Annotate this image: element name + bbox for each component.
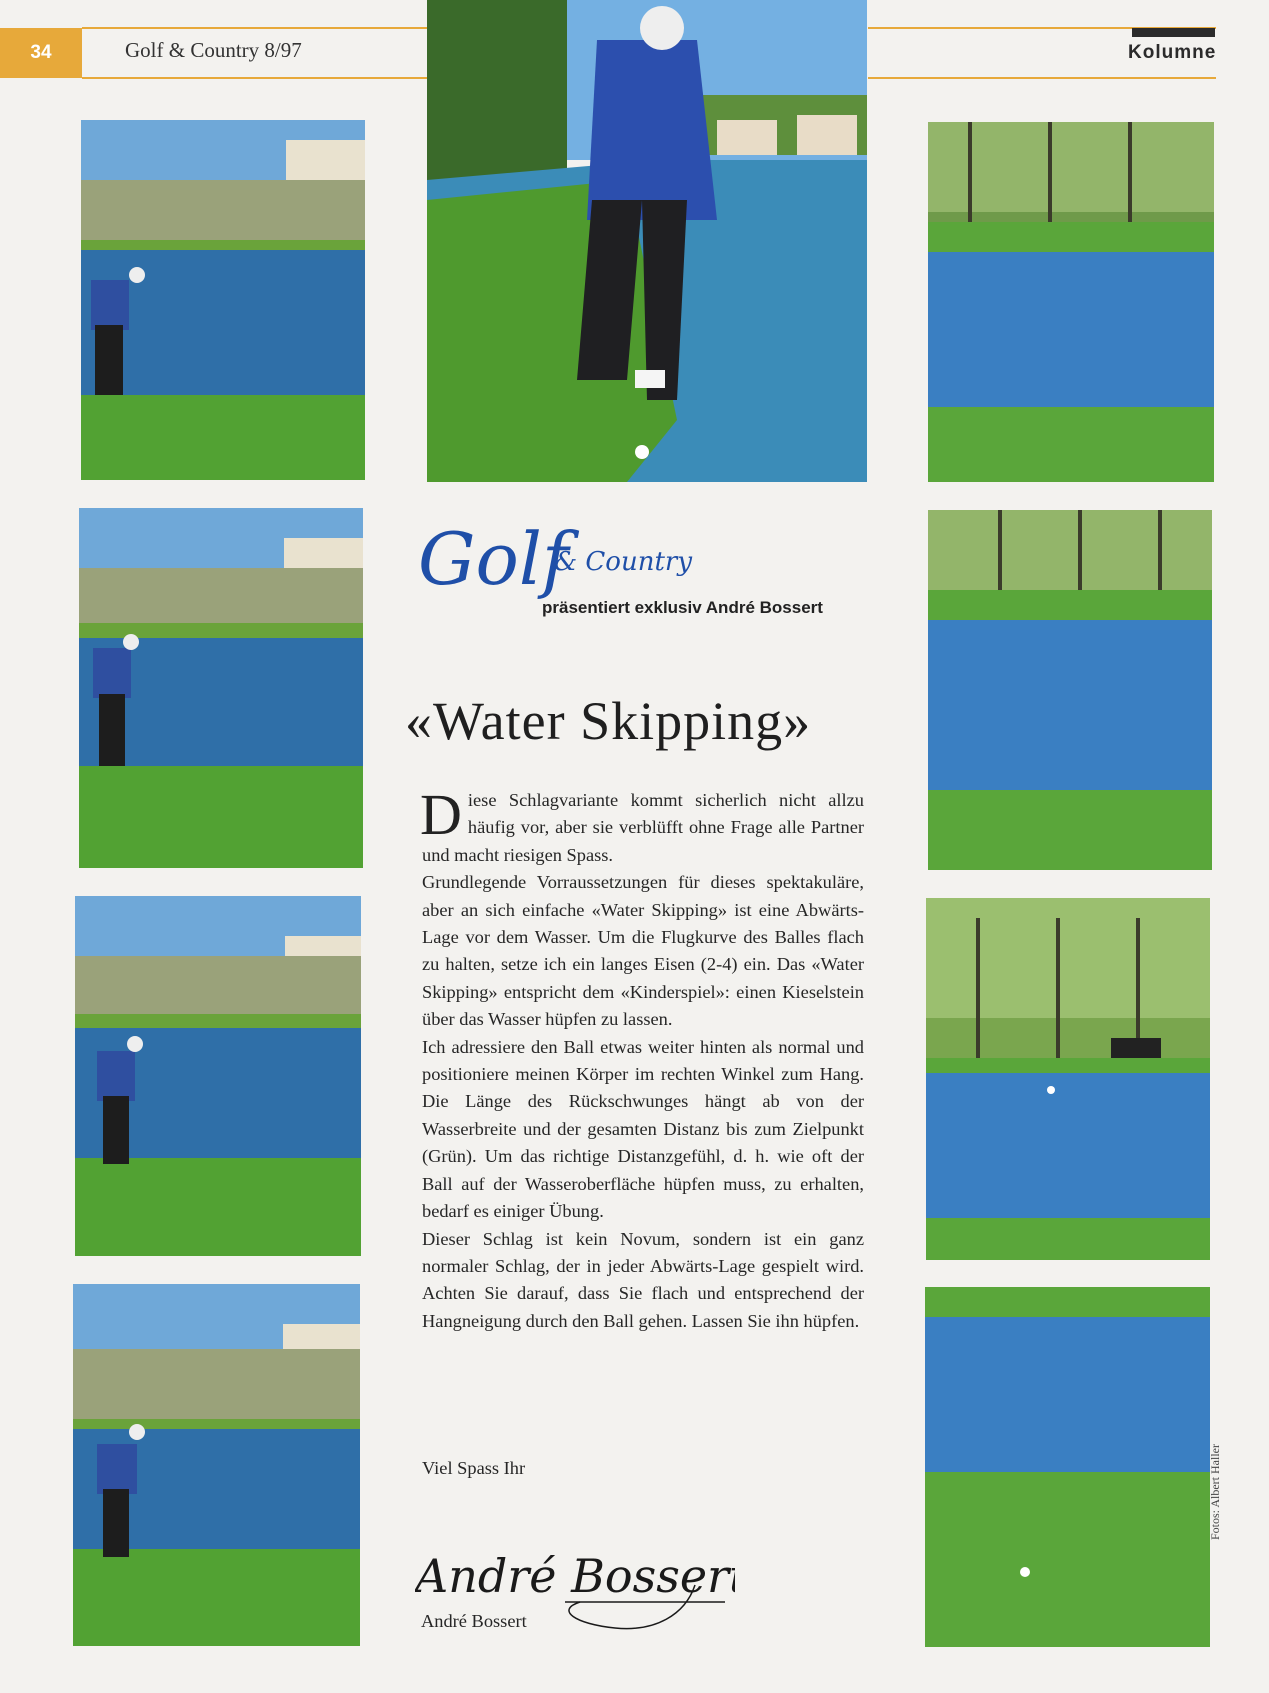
page-number: 34 <box>0 28 82 78</box>
paragraph-1-text: iese Schlagvariante kommt sicherlich nicht allzu häufig vor, aber sie verblüfft ohne Frage alle Partner und macht riesigen Spass. <box>422 790 864 865</box>
photo-right-4 <box>925 1287 1210 1647</box>
closing-line: Viel Spass Ihr <box>422 1458 526 1478</box>
logo-tagline: präsentiert exklusiv André Bossert <box>542 598 823 617</box>
photo-right-1 <box>928 122 1214 482</box>
dropcap: D <box>420 782 462 847</box>
paragraph-4: Dieser Schlag ist kein Novum, sondern ist ein ganz normaler Schlag, der in jeder Abwärts-Lage gespielt wird. Achten Sie darauf, dass Sie flach und entsprechend der Hangneigung durch den Ball gehen. Lassen Sie ihn hüpfen. <box>422 1228 864 1331</box>
logo-script: Golf <box>418 517 569 601</box>
paragraph-1 <box>420 782 864 869</box>
header-rule-left-bottom <box>82 77 427 79</box>
article-body <box>420 782 864 1335</box>
photo-left-3 <box>75 896 361 1256</box>
article-title: «Water Skipping» <box>405 691 812 751</box>
header-rule-left <box>82 27 427 29</box>
section-label: Kolumne <box>1128 42 1217 63</box>
section-bar <box>1132 28 1215 37</box>
paragraph-3: Ich adressiere den Ball etwas weiter hinten als normal und positioniere meinen Körper im rechten Winkel zum Hang. Die Länge des Rückschwunges hängt ab von der Wasserbreite und der gesamten Distanz bis zum Zielpunkt (Grün). Um das richtige Distanzgefühl, d. h. wie oft der Ball auf der Wasseroberfläche hüpfen muss, zu erhalten, bedarf es einiger Übung. <box>422 1036 864 1222</box>
photo-left-1 <box>81 120 365 480</box>
paragraph-2: Grundlegende Vorraussetzungen für dieses spektakuläre, aber an sich einfache «Water Skipping» ist eine Abwärts-Lage vor dem Wasser. Um die Flugkurve des Balles flach zu halten, setze ich ein langes Eisen (2-4) ein. Das «Water Skipping» entspricht dem «Kinderspiel»: einen Kieselstein über das Wasser hüpfen zu lassen. <box>422 872 864 1030</box>
author-name: André Bossert <box>421 1611 527 1631</box>
signature-text: André Bossert <box>415 1549 735 1603</box>
photo-left-2 <box>79 508 363 868</box>
photo-right-2 <box>928 510 1212 870</box>
running-head: Golf & Country 8/97 <box>125 38 302 62</box>
photo-left-4 <box>73 1284 360 1646</box>
logo-script-small: & Country <box>554 547 693 577</box>
photo-center-main <box>427 0 867 482</box>
photo-right-3 <box>926 898 1210 1260</box>
photo-credit: Fotos: Albert Haller <box>1208 1444 1222 1540</box>
header-rule-right-bottom <box>868 77 1216 79</box>
